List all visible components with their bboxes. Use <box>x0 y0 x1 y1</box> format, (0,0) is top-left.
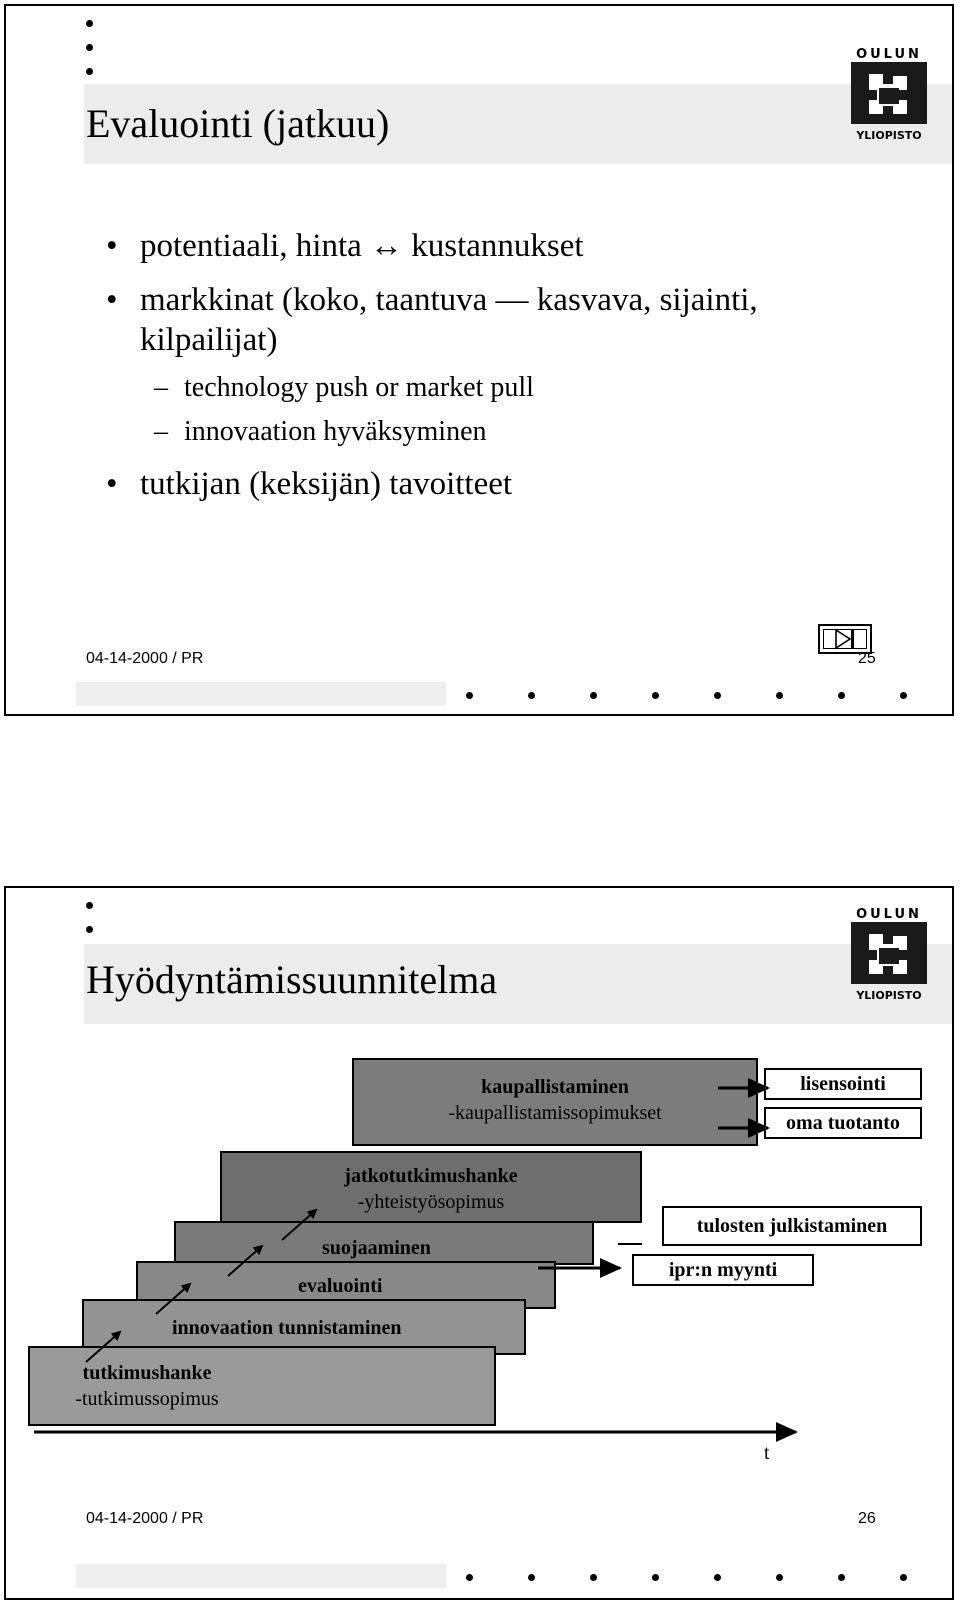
lisensointi-label: lisensointi <box>800 1073 886 1095</box>
bullet-text: kilpailijat) <box>140 322 278 358</box>
bullet-marker: • <box>106 282 118 318</box>
tulosten-label: tulosten julkistaminen <box>696 1215 888 1237</box>
subbullet-text: technology push or market pull <box>184 372 534 403</box>
logo-bottom-text: YLIOPISTO <box>856 129 922 142</box>
bullet-text: potentiaali, hinta ↔ kustannukset <box>140 228 584 264</box>
diag-arrow-2 <box>156 1284 190 1314</box>
tutkimushanke-title: tutkimushanke <box>82 1362 212 1384</box>
play-next-icon <box>820 626 870 652</box>
kaupallistaminen-title: kaupallistaminen <box>481 1076 629 1098</box>
evaluointi-label: evaluointi <box>298 1275 383 1297</box>
jatkotutkimushanke-title: jatkotutkimushanke <box>344 1165 518 1187</box>
subbullet-text: innovaation hyväksyminen <box>184 416 487 447</box>
logo-bottom-text: YLIOPISTO <box>856 989 922 1002</box>
bullet-text: markkinat (koko, taantuva — kasvava, sijainti, <box>140 282 758 318</box>
bullet-marker: • <box>106 466 118 502</box>
suojaaminen-label: suojaaminen <box>322 1237 431 1259</box>
innovaation-label: innovaation tunnistaminen <box>172 1317 402 1339</box>
page-number: 26 <box>858 1510 876 1527</box>
footer-band <box>76 1564 446 1588</box>
footer-date: 04-14-2000 / PR <box>86 1510 204 1527</box>
diag-arrow-4 <box>282 1210 316 1240</box>
diagram-arrows <box>6 888 952 1598</box>
slide-title: Evaluointi (jatkuu) <box>86 101 390 146</box>
slide-26 <box>4 886 954 1600</box>
footer-date: 04-14-2000 / PR <box>86 650 204 667</box>
decor-dots <box>86 20 94 92</box>
bullet-marker: • <box>106 228 118 264</box>
footer-band <box>76 682 446 706</box>
tutkimushanke-sub: -tutkimussopimus <box>75 1388 219 1410</box>
logo-top-text: OULUN <box>856 47 922 62</box>
logo-top-text: OULUN <box>856 907 922 922</box>
diag-arrow-3 <box>228 1246 262 1276</box>
subbullet-marker: – <box>154 416 168 447</box>
page-number: 25 <box>858 650 876 667</box>
university-logo <box>849 44 929 142</box>
ipr-label: ipr:n myynti <box>668 1259 778 1281</box>
subbullet-marker: – <box>154 372 168 403</box>
oma-tuotanto-label: oma tuotanto <box>786 1112 900 1134</box>
kaupallistaminen-sub: -kaupallistamissopimukset <box>448 1102 662 1124</box>
bullet-text: tutkijan (keksijän) tavoitteet <box>140 466 513 502</box>
jatkotutkimushanke-sub: -yhteistyösopimus <box>357 1191 505 1213</box>
diag-arrow-1 <box>86 1332 120 1362</box>
slide-title: Hyödyntämissuunnitelma <box>86 957 498 1002</box>
time-axis-label: t <box>764 1442 770 1464</box>
slide-25 <box>4 4 954 716</box>
